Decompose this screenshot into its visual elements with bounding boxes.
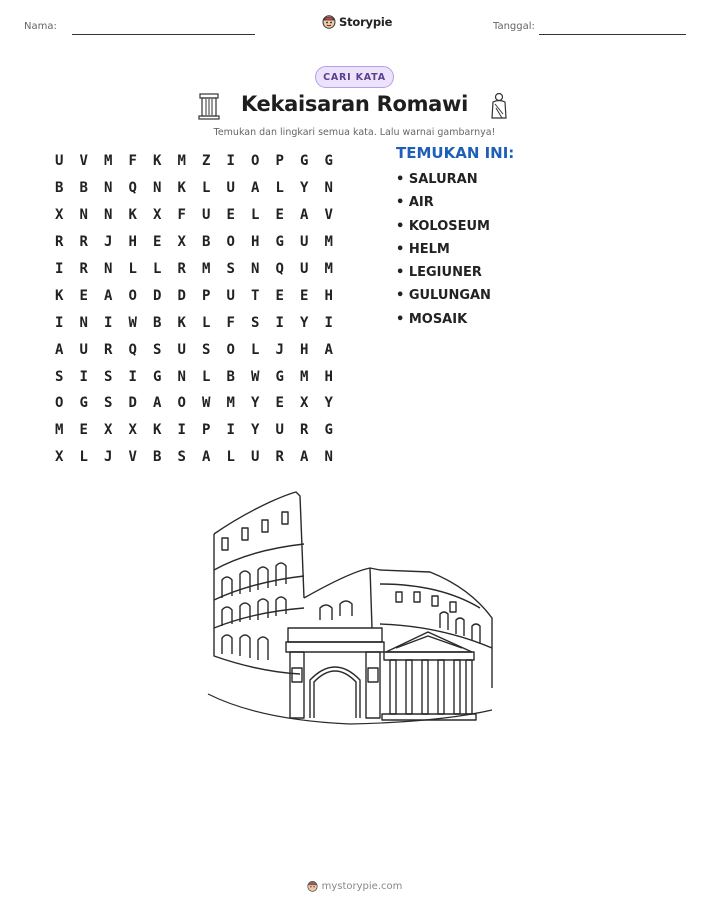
grid-letter[interactable]: U (55, 153, 64, 170)
grid-letter[interactable]: K (128, 207, 137, 224)
date-field[interactable] (539, 34, 686, 35)
grid-letter[interactable]: L (153, 261, 162, 277)
grid-letter[interactable]: X (153, 207, 162, 224)
grid-letter[interactable]: H (251, 234, 260, 251)
activity-badge (315, 66, 394, 88)
grid-letter[interactable]: H (300, 341, 309, 358)
grid-letter[interactable]: M (300, 368, 309, 385)
grid-row (47, 282, 341, 309)
grid-letter[interactable]: L (202, 368, 211, 385)
grid-row (47, 336, 341, 363)
grid-letter[interactable]: L (202, 180, 211, 197)
grid-letter[interactable]: P (202, 422, 211, 439)
grid-letter[interactable]: L (226, 449, 235, 466)
word-list-item: • MOSAIK (396, 311, 468, 327)
grid-letter[interactable]: O (226, 234, 235, 251)
word-list-item: • SALURAN (396, 172, 478, 187)
brand-name: Storypie (339, 14, 393, 29)
grid-letter[interactable]: S (251, 314, 260, 331)
storypie-mascot-icon (322, 14, 336, 29)
grid-letter[interactable]: S (104, 368, 113, 385)
grid-letter[interactable]: G (153, 368, 162, 385)
grid-letter[interactable]: X (55, 449, 64, 466)
grid-row (47, 390, 341, 417)
grid-letter[interactable]: D (153, 287, 162, 304)
grid-letter[interactable]: A (153, 395, 162, 412)
grid-letter[interactable]: S (177, 449, 186, 466)
grid-letter[interactable]: I (79, 368, 88, 385)
grid-letter[interactable]: G (275, 234, 284, 251)
grid-letter[interactable]: I (226, 153, 235, 170)
grid-letter[interactable]: N (104, 261, 113, 277)
grid-letter[interactable]: K (153, 422, 162, 439)
grid-letter[interactable]: P (275, 153, 284, 170)
roman-figure-icon (488, 92, 510, 120)
grid-letter[interactable]: S (104, 395, 113, 412)
grid-letter[interactable]: X (128, 422, 137, 439)
grid-letter[interactable]: M (324, 261, 333, 277)
grid-letter[interactable]: E (226, 207, 235, 224)
grid-letter[interactable]: M (55, 422, 64, 439)
instructions: Temukan dan lingkari semua kata. Lalu warnai gambarnya! (213, 127, 496, 138)
word-search-grid[interactable] (47, 148, 341, 471)
grid-letter[interactable]: I (55, 261, 64, 277)
grid-letter[interactable]: P (202, 287, 211, 304)
name-field[interactable] (72, 34, 255, 35)
grid-letter[interactable]: Y (324, 395, 333, 412)
storypie-mascot-icon (307, 880, 318, 892)
grid-letter[interactable]: Y (300, 180, 309, 197)
word-list-item: • KOLOSEUM (396, 218, 490, 234)
grid-letter[interactable]: F (177, 207, 186, 224)
grid-letter[interactable]: I (177, 422, 186, 439)
grid-row (47, 202, 341, 229)
word-list (396, 144, 514, 331)
grid-letter[interactable]: V (324, 207, 333, 224)
grid-letter[interactable]: N (79, 207, 88, 224)
grid-letter[interactable]: N (177, 368, 186, 385)
grid-letter[interactable]: V (79, 153, 88, 170)
grid-letter[interactable]: X (300, 395, 309, 412)
grid-letter[interactable]: S (226, 261, 235, 277)
grid-letter[interactable]: B (226, 368, 235, 385)
grid-letter[interactable]: L (251, 341, 260, 358)
grid-letter[interactable]: U (226, 287, 235, 304)
grid-row (47, 229, 341, 256)
grid-letter[interactable]: E (79, 422, 88, 439)
grid-letter[interactable]: R (79, 234, 88, 251)
grid-letter[interactable]: X (177, 234, 186, 251)
grid-letter[interactable]: R (104, 341, 113, 358)
grid-letter[interactable]: I (275, 314, 284, 331)
grid-letter[interactable]: M (202, 261, 211, 277)
grid-letter[interactable]: W (251, 368, 260, 385)
grid-letter[interactable]: F (128, 153, 137, 170)
grid-letter[interactable]: U (202, 207, 211, 224)
grid-letter[interactable]: K (55, 287, 64, 304)
grid-letter[interactable]: N (251, 261, 260, 277)
grid-letter[interactable]: M (324, 234, 333, 251)
grid-letter[interactable]: S (202, 341, 211, 358)
grid-letter[interactable]: E (79, 287, 88, 304)
grid-letter[interactable]: R (177, 261, 186, 277)
grid-letter[interactable]: A (300, 207, 309, 224)
grid-letter[interactable]: L (202, 314, 211, 331)
grid-letter[interactable]: I (324, 314, 333, 331)
grid-letter[interactable]: F (226, 314, 235, 331)
grid-letter[interactable]: T (251, 287, 260, 304)
grid-row (47, 256, 341, 283)
grid-row (47, 363, 341, 390)
page-title: Kekaisaran Romawi (240, 92, 469, 116)
grid-letter[interactable]: L (251, 207, 260, 224)
grid-letter[interactable]: N (324, 449, 333, 466)
grid-letter[interactable]: O (226, 341, 235, 358)
grid-row (47, 417, 341, 444)
grid-letter[interactable]: I (226, 422, 235, 439)
colosseum-illustration[interactable] (200, 488, 500, 730)
grid-letter[interactable]: H (128, 234, 137, 251)
word-list-item: • LEGIUNER (396, 265, 482, 281)
grid-letter[interactable]: R (275, 449, 284, 466)
brand-logo (322, 14, 392, 29)
grid-letter[interactable]: J (104, 234, 113, 251)
word-list-title: TEMUKAN INI: (396, 144, 515, 162)
grid-letter[interactable]: J (275, 341, 284, 358)
grid-row (47, 148, 341, 175)
grid-letter[interactable]: A (324, 341, 333, 358)
grid-letter[interactable]: O (251, 153, 260, 170)
grid-letter[interactable]: L (79, 449, 88, 466)
grid-letter[interactable]: V (128, 449, 137, 466)
grid-letter[interactable]: X (104, 422, 113, 439)
grid-letter[interactable]: G (324, 422, 333, 439)
grid-letter[interactable]: B (153, 314, 162, 331)
grid-letter[interactable]: A (251, 180, 260, 197)
grid-letter[interactable]: D (177, 287, 186, 304)
grid-letter[interactable]: H (324, 287, 333, 304)
grid-letter[interactable]: Z (202, 153, 211, 170)
grid-letter[interactable]: M (177, 153, 186, 170)
grid-letter[interactable]: I (55, 314, 64, 331)
grid-letter[interactable]: Q (128, 180, 137, 197)
grid-letter[interactable]: U (300, 261, 309, 277)
grid-row (47, 444, 341, 471)
grid-letter[interactable]: M (226, 395, 235, 412)
grid-letter[interactable]: G (275, 368, 284, 385)
grid-letter[interactable]: O (177, 395, 186, 412)
worksheet-header (0, 14, 709, 44)
grid-letter[interactable]: A (104, 287, 113, 304)
grid-letter[interactable]: U (275, 422, 284, 439)
grid-letter[interactable]: A (55, 341, 64, 358)
grid-letter[interactable]: N (104, 180, 113, 197)
footer-url[interactable]: mystorypie.com (321, 880, 403, 892)
grid-letter[interactable]: N (104, 207, 113, 224)
grid-letter[interactable]: R (55, 234, 64, 251)
grid-letter[interactable]: U (177, 341, 186, 358)
grid-letter[interactable]: W (202, 395, 211, 412)
grid-letter[interactable]: R (79, 261, 88, 277)
date-label: Tanggal: (493, 21, 535, 32)
grid-letter[interactable]: N (324, 180, 333, 197)
grid-letter[interactable]: I (104, 314, 113, 331)
grid-letter[interactable]: R (300, 422, 309, 439)
grid-letter[interactable]: K (153, 153, 162, 170)
grid-letter[interactable]: W (128, 314, 137, 331)
grid-letter[interactable]: A (300, 449, 309, 466)
grid-letter[interactable]: S (55, 368, 64, 385)
grid-letter[interactable]: O (55, 395, 64, 412)
grid-letter[interactable]: M (104, 153, 113, 170)
grid-letter[interactable]: Y (300, 314, 309, 331)
grid-letter[interactable]: O (128, 287, 137, 304)
grid-letter[interactable]: U (79, 341, 88, 358)
activity-badge-label: CARI KATA (323, 71, 386, 83)
grid-letter[interactable]: E (153, 234, 162, 251)
word-list-item: • AIR (396, 195, 434, 211)
grid-letter[interactable]: U (251, 449, 260, 466)
word-list-item: • HELM (396, 241, 450, 257)
grid-letter[interactable]: X (55, 207, 64, 224)
grid-letter[interactable]: Y (251, 422, 260, 439)
grid-letter[interactable]: L (275, 180, 284, 197)
grid-letter[interactable]: S (153, 341, 162, 358)
grid-letter[interactable]: K (177, 180, 186, 197)
grid-row (47, 309, 341, 336)
grid-letter[interactable]: G (79, 395, 88, 412)
grid-letter[interactable]: A (202, 449, 211, 466)
name-label: Nama: (24, 21, 57, 32)
grid-letter[interactable]: D (128, 395, 137, 412)
footer (0, 880, 709, 892)
grid-letter[interactable]: B (55, 180, 64, 197)
grid-letter[interactable]: Y (251, 395, 260, 412)
grid-letter[interactable]: H (324, 368, 333, 385)
grid-letter[interactable]: E (275, 207, 284, 224)
grid-letter[interactable]: Q (275, 261, 284, 277)
grid-letter[interactable]: Q (128, 341, 137, 358)
grid-letter[interactable]: N (79, 314, 88, 331)
grid-letter[interactable]: B (153, 449, 162, 466)
grid-letter[interactable]: N (153, 180, 162, 197)
grid-letter[interactable]: J (104, 449, 113, 466)
grid-letter[interactable]: K (177, 314, 186, 331)
grid-letter[interactable]: B (202, 234, 211, 251)
grid-letter[interactable]: L (128, 261, 137, 277)
grid-letter[interactable]: G (324, 153, 333, 170)
grid-letter[interactable]: E (275, 287, 284, 304)
word-list-item: • GULUNGAN (396, 288, 491, 304)
grid-letter[interactable]: U (300, 234, 309, 251)
grid-letter[interactable]: I (128, 368, 137, 385)
grid-letter[interactable]: G (300, 153, 309, 170)
grid-letter[interactable]: B (79, 180, 88, 197)
grid-row (47, 175, 341, 202)
grid-letter[interactable]: U (226, 180, 235, 197)
grid-letter[interactable]: E (275, 395, 284, 412)
grid-letter[interactable]: E (300, 287, 309, 304)
